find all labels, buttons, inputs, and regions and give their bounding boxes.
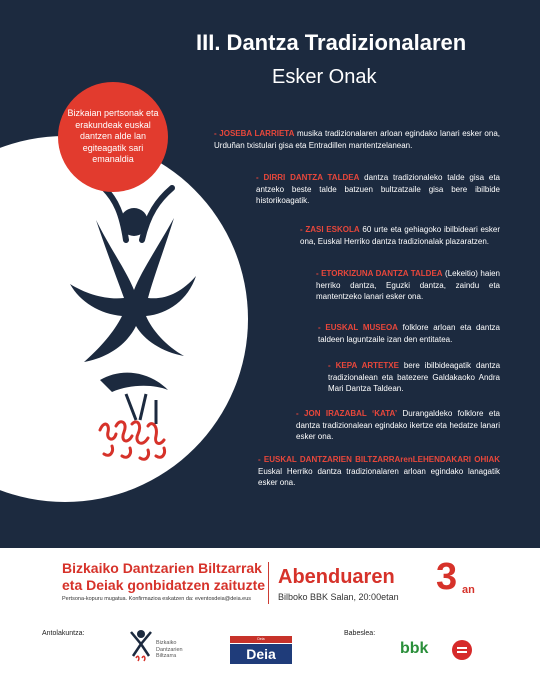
event-venue: Bilboko BBK Salan, 20:00etan	[278, 592, 399, 602]
award-item	[256, 172, 500, 207]
award-item	[296, 408, 500, 443]
dancers-illustration	[56, 180, 216, 480]
award-item	[318, 322, 500, 345]
award-name: - EUSKAL MUSEOA	[318, 323, 398, 332]
award-text: 60 urte eta gehiagoko ibilbideari esker ona, Euskal Herriko dantza tradizionalak plazaratzen.	[300, 225, 501, 246]
poster-bottom-panel	[0, 548, 540, 681]
award-text: dantza tradizionaleko talde gisa eta antzeko beste talde batzuen bultzatzaile gisa bere ibilbide historikoagatik.	[256, 173, 501, 205]
page-title: III. Dantza Tradizionalaren	[196, 30, 467, 55]
deia-logo: Deia	[230, 644, 292, 664]
award-text: Euskal Herriko dantza tradizionalaren arloan egindako lanagatik esker ona.	[258, 466, 500, 487]
invitation-note: Pertsona-kopuru mugatua. Konfirmazioa eskatzen da: eventosdeia@deia.eus	[62, 596, 252, 602]
organizer-logo-text: Bizkaiko Dantzarien Biltzarra	[156, 640, 183, 659]
award-name: - DIRRI DANTZA TALDEA	[256, 173, 360, 182]
award-text: musika tradizionalaren arloan egindako lanari esker ona, Urduñan txistulari gisa eta Entradillen mantentzelanean.	[214, 129, 500, 150]
award-item	[328, 360, 500, 395]
invitation-text	[62, 560, 265, 594]
award-name: - JOSEBA LARRIETA	[214, 129, 295, 138]
event-month: Abenduaren	[278, 566, 395, 588]
award-item	[214, 128, 500, 151]
award-text: (Lekeitio) haien herriko dantza, Eguzki dantza, zaindu eta mantentzeko lanari esker ona.	[316, 269, 501, 301]
award-item	[258, 454, 500, 489]
award-item	[316, 268, 500, 303]
award-text: folklore arloan eta dantza taldeen laguntzaile izan den entitatea.	[318, 323, 501, 344]
award-name: - JON IRAZABAL ‘KATA’	[296, 409, 398, 418]
award-name: - EUSKAL DANTZARIEN BILTZARRArenLEHENDAKARI OHIAK	[258, 455, 500, 464]
organizer-logo-icon	[128, 628, 154, 662]
divider	[268, 562, 269, 604]
deia-logo-strip: Deia	[230, 636, 292, 643]
award-name: - ETORKIZUNA DANTZA TALDEA	[316, 269, 443, 278]
award-text: Durangaldeko folklore eta dantza tradizionalean egindako ikertze eta hedatze lanari esker ona.	[296, 409, 500, 441]
badge	[58, 82, 168, 192]
bbk-logo-icon	[452, 640, 472, 660]
page-subtitle: Esker Onak	[272, 66, 377, 88]
award-text: bere ibilbideagatik dantza tradizionalean eta batezere Galdakaoko Andra Mari Dantza Taldean.	[328, 361, 501, 393]
organizer-label: Antolakuntza:	[42, 630, 85, 637]
sponsor-label: Babeslea:	[344, 630, 376, 637]
invitation-line2: eta Deiak gonbidatzen zaituzte	[62, 577, 266, 593]
award-name: - KEPA ARTETXE	[328, 361, 399, 370]
award-item	[300, 224, 500, 247]
invitation-line1: Bizkaiko Dantzarien Biltzarrak	[62, 560, 262, 576]
event-day: 3	[436, 556, 458, 598]
badge-text: Bizkaian pertsonak eta erakundeak euskal dantzen alde lan egiteagatik sari emanaldia	[67, 108, 159, 165]
sponsor-logo-text: bbk	[400, 640, 429, 657]
event-day-suffix: an	[462, 584, 475, 596]
award-name: - ZASI ESKOLA	[300, 225, 360, 234]
